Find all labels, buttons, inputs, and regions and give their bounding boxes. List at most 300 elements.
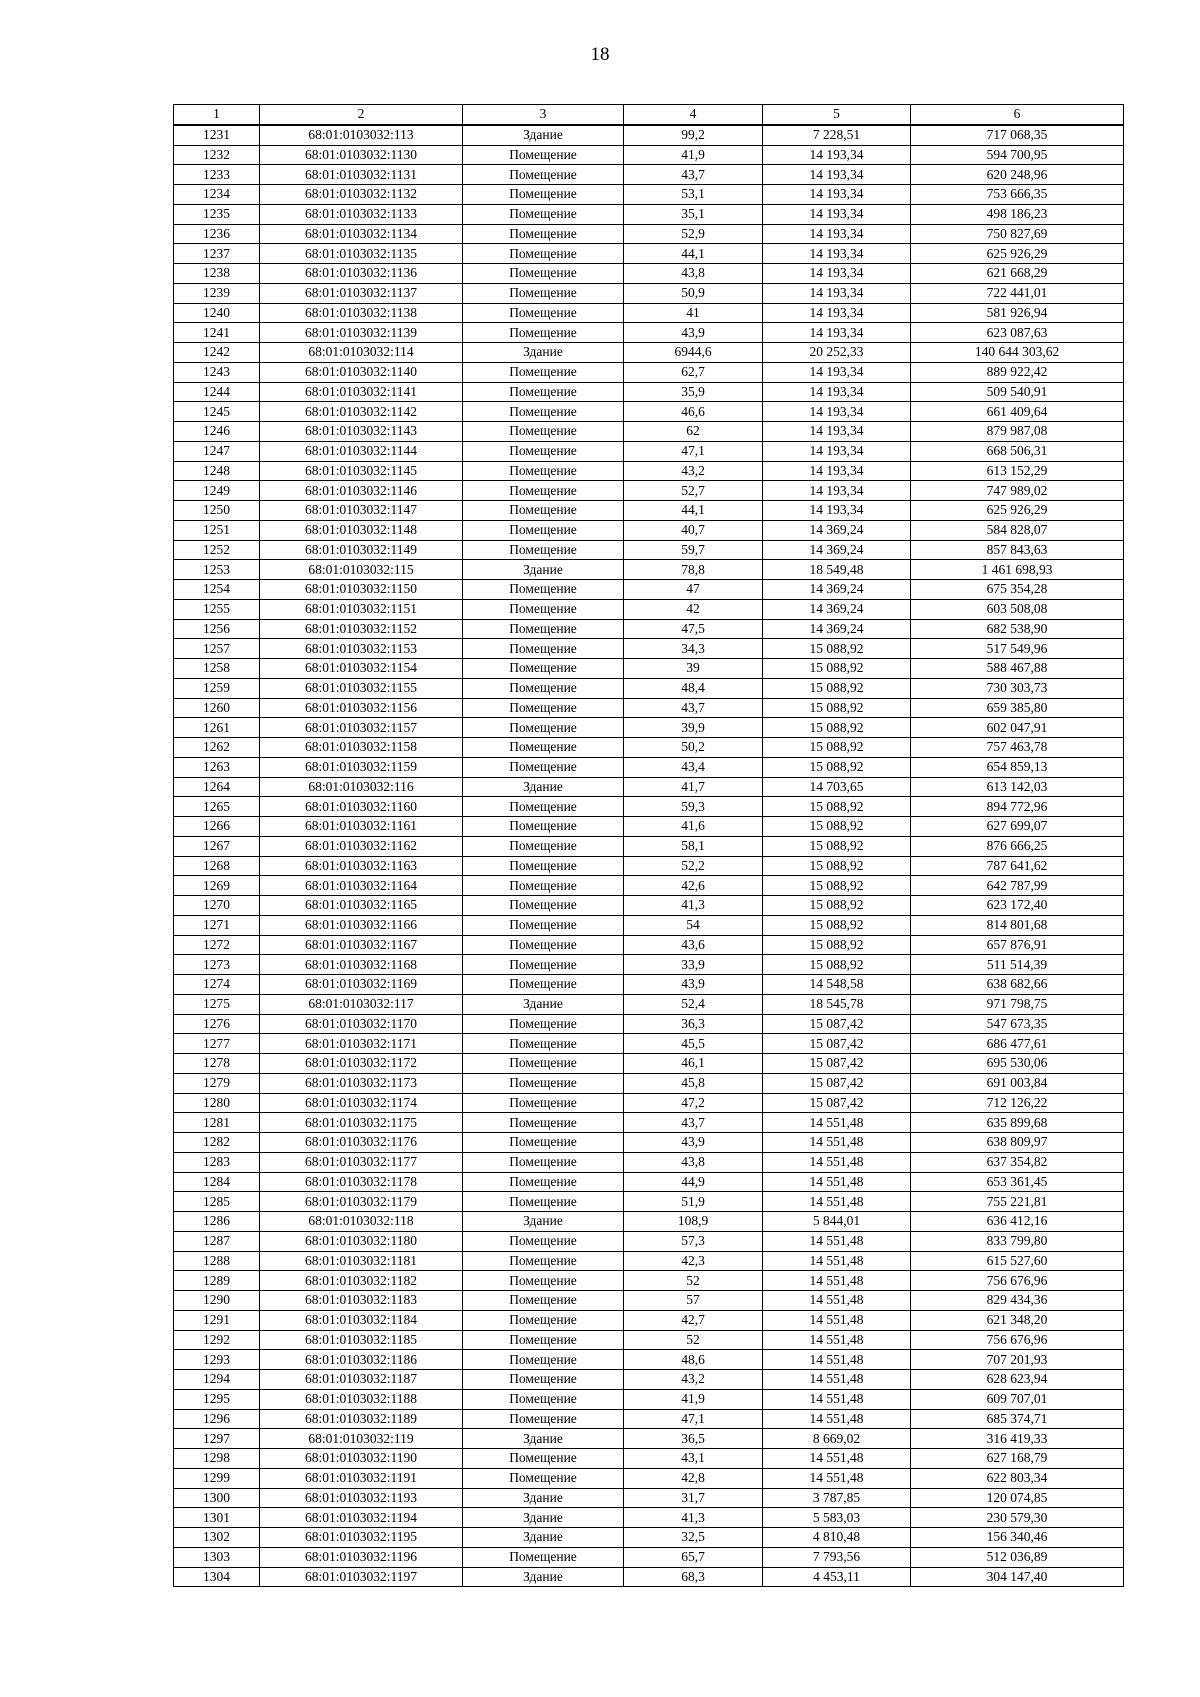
- table-cell: Помещение: [463, 1231, 624, 1251]
- table-row: [174, 1528, 1124, 1548]
- table-cell: 52: [624, 1330, 763, 1350]
- table-cell: 68:01:0103032:1162: [260, 836, 463, 856]
- table-cell: 50,9: [624, 283, 763, 303]
- table-cell: 1277: [174, 1034, 260, 1054]
- table-cell: 15 088,92: [763, 757, 911, 777]
- table-cell: 1296: [174, 1409, 260, 1429]
- data-table: [173, 104, 1124, 1587]
- table-cell: 68:01:0103032:1174: [260, 1093, 463, 1113]
- table-cell: 627 168,79: [911, 1449, 1124, 1469]
- table-cell: 1281: [174, 1113, 260, 1133]
- table-cell: 623 087,63: [911, 323, 1124, 343]
- table-cell: 1282: [174, 1133, 260, 1153]
- table-cell: 14 551,48: [763, 1350, 911, 1370]
- table-cell: 14 369,24: [763, 520, 911, 540]
- table-cell: 1242: [174, 343, 260, 363]
- table-cell: Помещение: [463, 817, 624, 837]
- table-cell: 33,9: [624, 955, 763, 975]
- table-row: [174, 1113, 1124, 1133]
- table-cell: 68:01:0103032:1132: [260, 185, 463, 205]
- table-cell: 1231: [174, 125, 260, 145]
- table-cell: 15 088,92: [763, 876, 911, 896]
- table-cell: 68:01:0103032:1142: [260, 402, 463, 422]
- table-cell: Помещение: [463, 224, 624, 244]
- table-cell: 621 668,29: [911, 264, 1124, 284]
- table-cell: 627 699,07: [911, 817, 1124, 837]
- table-cell: 68:01:0103032:1141: [260, 382, 463, 402]
- table-cell: Помещение: [463, 1133, 624, 1153]
- table-cell: 757 463,78: [911, 738, 1124, 758]
- table-row: [174, 698, 1124, 718]
- table-cell: 6944,6: [624, 343, 763, 363]
- table-cell: 14 551,48: [763, 1192, 911, 1212]
- table-cell: 620 248,96: [911, 165, 1124, 185]
- table-cell: Помещение: [463, 520, 624, 540]
- table-cell: Помещение: [463, 797, 624, 817]
- table-cell: 613 142,03: [911, 777, 1124, 797]
- table-row: [174, 876, 1124, 896]
- table-cell: 1287: [174, 1231, 260, 1251]
- table-cell: 1260: [174, 698, 260, 718]
- column-header: 2: [260, 105, 463, 125]
- table-cell: 39: [624, 659, 763, 679]
- table-cell: 68:01:0103032:1138: [260, 303, 463, 323]
- table-cell: 1276: [174, 1014, 260, 1034]
- header-row: [174, 105, 1124, 125]
- table-row: [174, 343, 1124, 363]
- table-cell: 14 193,34: [763, 402, 911, 422]
- table-cell: Помещение: [463, 1310, 624, 1330]
- table-cell: 14 369,24: [763, 540, 911, 560]
- table-cell: 14 551,48: [763, 1271, 911, 1291]
- table-cell: 1286: [174, 1212, 260, 1232]
- table-cell: 15 087,42: [763, 1014, 911, 1034]
- table-cell: 14 193,34: [763, 461, 911, 481]
- table-cell: 68:01:0103032:1164: [260, 876, 463, 896]
- table-cell: 509 540,91: [911, 382, 1124, 402]
- table-cell: 712 126,22: [911, 1093, 1124, 1113]
- table-cell: 58,1: [624, 836, 763, 856]
- table-cell: 68:01:0103032:1154: [260, 659, 463, 679]
- table-cell: 1268: [174, 856, 260, 876]
- table-cell: 1292: [174, 1330, 260, 1350]
- table-cell: Помещение: [463, 659, 624, 679]
- table-cell: 68:01:0103032:1188: [260, 1389, 463, 1409]
- table-cell: 47: [624, 580, 763, 600]
- column-header: 3: [463, 105, 624, 125]
- table-cell: Помещение: [463, 204, 624, 224]
- table-cell: 707 201,93: [911, 1350, 1124, 1370]
- table-cell: 5 583,03: [763, 1508, 911, 1528]
- table-cell: 1278: [174, 1054, 260, 1074]
- table-row: [174, 1350, 1124, 1370]
- table-cell: 14 193,34: [763, 441, 911, 461]
- table-row: [174, 777, 1124, 797]
- table-row: [174, 560, 1124, 580]
- table-cell: 68:01:0103032:1166: [260, 915, 463, 935]
- table-cell: 602 047,91: [911, 718, 1124, 738]
- table-cell: 68:01:0103032:1130: [260, 145, 463, 165]
- table-row: [174, 501, 1124, 521]
- table-row: [174, 619, 1124, 639]
- table-cell: 45,8: [624, 1073, 763, 1093]
- table-cell: 1234: [174, 185, 260, 205]
- table-cell: 1298: [174, 1449, 260, 1469]
- table-cell: 1269: [174, 876, 260, 896]
- table-row: [174, 362, 1124, 382]
- table-cell: Помещение: [463, 876, 624, 896]
- table-cell: 15 088,92: [763, 738, 911, 758]
- table-row: [174, 204, 1124, 224]
- table-row: [174, 1330, 1124, 1350]
- table-cell: 68:01:0103032:1133: [260, 204, 463, 224]
- table-row: [174, 441, 1124, 461]
- table-cell: Помещение: [463, 1350, 624, 1370]
- table-cell: 14 193,34: [763, 264, 911, 284]
- table-cell: 68:01:0103032:1180: [260, 1231, 463, 1251]
- table-cell: 68:01:0103032:1177: [260, 1152, 463, 1172]
- table-cell: 68:01:0103032:1152: [260, 619, 463, 639]
- table-cell: 43,4: [624, 757, 763, 777]
- table-cell: 717 068,35: [911, 125, 1124, 145]
- table-cell: 31,7: [624, 1488, 763, 1508]
- table-row: [174, 520, 1124, 540]
- table-cell: 1272: [174, 935, 260, 955]
- table-cell: 1245: [174, 402, 260, 422]
- table-cell: 68:01:0103032:115: [260, 560, 463, 580]
- table-cell: 588 467,88: [911, 659, 1124, 679]
- table-row: [174, 1093, 1124, 1113]
- table-cell: 68:01:0103032:1185: [260, 1330, 463, 1350]
- table-cell: 68:01:0103032:1145: [260, 461, 463, 481]
- table-row: [174, 718, 1124, 738]
- table-cell: 1235: [174, 204, 260, 224]
- table-cell: 42,3: [624, 1251, 763, 1271]
- table-row: [174, 1231, 1124, 1251]
- table-cell: 68:01:0103032:1171: [260, 1034, 463, 1054]
- table-cell: 14 193,34: [763, 362, 911, 382]
- table-cell: 68:01:0103032:1134: [260, 224, 463, 244]
- table-cell: 68:01:0103032:1167: [260, 935, 463, 955]
- table-cell: 14 193,34: [763, 185, 911, 205]
- table-cell: Здание: [463, 1488, 624, 1508]
- table-cell: 14 548,58: [763, 975, 911, 995]
- table-cell: 621 348,20: [911, 1310, 1124, 1330]
- table-row: [174, 836, 1124, 856]
- table-cell: 48,4: [624, 678, 763, 698]
- table-cell: 14 703,65: [763, 777, 911, 797]
- table-cell: 653 361,45: [911, 1172, 1124, 1192]
- table-cell: 14 551,48: [763, 1389, 911, 1409]
- table-cell: 42: [624, 599, 763, 619]
- table-cell: 668 506,31: [911, 441, 1124, 461]
- table-cell: 615 527,60: [911, 1251, 1124, 1271]
- table-cell: 623 172,40: [911, 896, 1124, 916]
- table-cell: Здание: [463, 1508, 624, 1528]
- table-cell: 15 088,92: [763, 718, 911, 738]
- table-cell: 14 551,48: [763, 1449, 911, 1469]
- table-cell: 68:01:0103032:1140: [260, 362, 463, 382]
- table-cell: 68:01:0103032:1156: [260, 698, 463, 718]
- table-row: [174, 1547, 1124, 1567]
- table-cell: 814 801,68: [911, 915, 1124, 935]
- table-cell: 68:01:0103032:1168: [260, 955, 463, 975]
- table-body: [174, 125, 1124, 1587]
- table-cell: Здание: [463, 1567, 624, 1587]
- table-cell: Помещение: [463, 856, 624, 876]
- table-cell: 140 644 303,62: [911, 343, 1124, 363]
- table-cell: 52: [624, 1271, 763, 1291]
- table-cell: 635 899,68: [911, 1113, 1124, 1133]
- table-cell: 68:01:0103032:1143: [260, 422, 463, 442]
- table-cell: Помещение: [463, 935, 624, 955]
- table-row: [174, 757, 1124, 777]
- table-cell: 15 088,92: [763, 856, 911, 876]
- table-cell: 14 369,24: [763, 599, 911, 619]
- table-cell: Здание: [463, 1429, 624, 1449]
- table-cell: 156 340,46: [911, 1528, 1124, 1548]
- table-cell: 44,1: [624, 244, 763, 264]
- table-cell: 756 676,96: [911, 1330, 1124, 1350]
- table-cell: 14 551,48: [763, 1152, 911, 1172]
- table-cell: Помещение: [463, 955, 624, 975]
- table-cell: Помещение: [463, 599, 624, 619]
- table-cell: 68:01:0103032:1176: [260, 1133, 463, 1153]
- table-cell: 68:01:0103032:1139: [260, 323, 463, 343]
- table-cell: 14 193,34: [763, 145, 911, 165]
- table-cell: 45,5: [624, 1034, 763, 1054]
- table-cell: 747 989,02: [911, 481, 1124, 501]
- table-cell: 603 508,08: [911, 599, 1124, 619]
- table-cell: 4 453,11: [763, 1567, 911, 1587]
- table-cell: 43,9: [624, 323, 763, 343]
- table-cell: 14 193,34: [763, 323, 911, 343]
- table-cell: 68:01:0103032:1144: [260, 441, 463, 461]
- table-cell: Помещение: [463, 244, 624, 264]
- column-header: 6: [911, 105, 1124, 125]
- table-cell: Помещение: [463, 382, 624, 402]
- table-cell: 68:01:0103032:1150: [260, 580, 463, 600]
- table-cell: 39,9: [624, 718, 763, 738]
- table-cell: 68:01:0103032:114: [260, 343, 463, 363]
- table-cell: 581 926,94: [911, 303, 1124, 323]
- table-cell: 1290: [174, 1291, 260, 1311]
- table-cell: 41,3: [624, 1508, 763, 1528]
- table-row: [174, 955, 1124, 975]
- table-cell: 68:01:0103032:1149: [260, 540, 463, 560]
- table-cell: 54: [624, 915, 763, 935]
- table-cell: 43,9: [624, 975, 763, 995]
- table-cell: Помещение: [463, 678, 624, 698]
- table-row: [174, 659, 1124, 679]
- table-cell: 1232: [174, 145, 260, 165]
- table-cell: 62,7: [624, 362, 763, 382]
- table-cell: 1267: [174, 836, 260, 856]
- table-cell: 14 193,34: [763, 165, 911, 185]
- table-cell: 14 193,34: [763, 204, 911, 224]
- table-cell: 41,9: [624, 145, 763, 165]
- table-cell: 971 798,75: [911, 994, 1124, 1014]
- table-cell: 68:01:0103032:1183: [260, 1291, 463, 1311]
- table-row: [174, 165, 1124, 185]
- table-row: [174, 1014, 1124, 1034]
- table-cell: Помещение: [463, 1014, 624, 1034]
- table-cell: 1254: [174, 580, 260, 600]
- table-cell: 1275: [174, 994, 260, 1014]
- table-cell: 833 799,80: [911, 1231, 1124, 1251]
- table-cell: 1239: [174, 283, 260, 303]
- table-cell: 20 252,33: [763, 343, 911, 363]
- table-cell: 686 477,61: [911, 1034, 1124, 1054]
- table-cell: 68,3: [624, 1567, 763, 1587]
- table-cell: 1257: [174, 639, 260, 659]
- table-cell: 876 666,25: [911, 836, 1124, 856]
- table-cell: Здание: [463, 994, 624, 1014]
- table-cell: 65,7: [624, 1547, 763, 1567]
- table-cell: 613 152,29: [911, 461, 1124, 481]
- table-cell: 41,7: [624, 777, 763, 797]
- table-cell: 498 186,23: [911, 204, 1124, 224]
- table-cell: 1246: [174, 422, 260, 442]
- table-cell: 68:01:0103032:1179: [260, 1192, 463, 1212]
- table-cell: 14 551,48: [763, 1172, 911, 1192]
- table-cell: 43,9: [624, 1133, 763, 1153]
- table-cell: 52,2: [624, 856, 763, 876]
- table-cell: Помещение: [463, 145, 624, 165]
- table-cell: 638 809,97: [911, 1133, 1124, 1153]
- table-cell: 68:01:0103032:1159: [260, 757, 463, 777]
- table-cell: 68:01:0103032:1131: [260, 165, 463, 185]
- table-cell: 68:01:0103032:1181: [260, 1251, 463, 1271]
- table-row: [174, 1508, 1124, 1528]
- table-cell: 1293: [174, 1350, 260, 1370]
- table-cell: 50,2: [624, 738, 763, 758]
- table-cell: 1250: [174, 501, 260, 521]
- table-cell: 316 419,33: [911, 1429, 1124, 1449]
- table-cell: 14 193,34: [763, 382, 911, 402]
- table-cell: 68:01:0103032:1196: [260, 1547, 463, 1567]
- table-cell: 14 551,48: [763, 1231, 911, 1251]
- table-cell: 1301: [174, 1508, 260, 1528]
- table-cell: 52,7: [624, 481, 763, 501]
- table-cell: 43,7: [624, 165, 763, 185]
- table-cell: 1284: [174, 1172, 260, 1192]
- table-cell: Помещение: [463, 1370, 624, 1390]
- table-cell: 730 303,73: [911, 678, 1124, 698]
- table-cell: Помещение: [463, 264, 624, 284]
- table-cell: Помещение: [463, 303, 624, 323]
- table-cell: 36,5: [624, 1429, 763, 1449]
- table-cell: 638 682,66: [911, 975, 1124, 995]
- table-cell: 1249: [174, 481, 260, 501]
- table-cell: 68:01:0103032:117: [260, 994, 463, 1014]
- table-cell: 44,1: [624, 501, 763, 521]
- table-cell: 57,3: [624, 1231, 763, 1251]
- table-row: [174, 639, 1124, 659]
- table-cell: Помещение: [463, 402, 624, 422]
- table-cell: 46,6: [624, 402, 763, 422]
- table-row: [174, 599, 1124, 619]
- table-cell: 628 623,94: [911, 1370, 1124, 1390]
- table-row: [174, 323, 1124, 343]
- table-cell: 1236: [174, 224, 260, 244]
- table-cell: 68:01:0103032:1136: [260, 264, 463, 284]
- table-cell: 695 530,06: [911, 1054, 1124, 1074]
- table-cell: 68:01:0103032:1161: [260, 817, 463, 837]
- table-cell: 68:01:0103032:1170: [260, 1014, 463, 1034]
- table-cell: 637 354,82: [911, 1152, 1124, 1172]
- table-cell: 15 088,92: [763, 639, 911, 659]
- table-cell: Здание: [463, 343, 624, 363]
- table-cell: 1256: [174, 619, 260, 639]
- table-row: [174, 145, 1124, 165]
- table-cell: 47,1: [624, 1409, 763, 1429]
- table-row: [174, 1488, 1124, 1508]
- table-cell: 750 827,69: [911, 224, 1124, 244]
- table-cell: 14 193,34: [763, 303, 911, 323]
- table-cell: 14 551,48: [763, 1310, 911, 1330]
- table-row: [174, 580, 1124, 600]
- table-cell: 1274: [174, 975, 260, 995]
- table-cell: Помещение: [463, 1547, 624, 1567]
- table-cell: 1270: [174, 896, 260, 916]
- table-row: [174, 382, 1124, 402]
- table-cell: Помещение: [463, 1192, 624, 1212]
- table-cell: Помещение: [463, 975, 624, 995]
- table-cell: 68:01:0103032:1158: [260, 738, 463, 758]
- table-cell: 15 088,92: [763, 935, 911, 955]
- table-row: [174, 264, 1124, 284]
- table-cell: 1261: [174, 718, 260, 738]
- table-cell: Помещение: [463, 461, 624, 481]
- table-cell: 15 087,42: [763, 1093, 911, 1113]
- table-cell: 68:01:0103032:1151: [260, 599, 463, 619]
- table-row: [174, 283, 1124, 303]
- column-header: 1: [174, 105, 260, 125]
- table-cell: 68:01:0103032:1169: [260, 975, 463, 995]
- table-row: [174, 481, 1124, 501]
- table-cell: Помещение: [463, 1468, 624, 1488]
- table-cell: 1247: [174, 441, 260, 461]
- table-row: [174, 125, 1124, 145]
- table-cell: 14 369,24: [763, 580, 911, 600]
- table-cell: 1279: [174, 1073, 260, 1093]
- table-cell: 682 538,90: [911, 619, 1124, 639]
- table-cell: 43,6: [624, 935, 763, 955]
- table-cell: 59,3: [624, 797, 763, 817]
- table-cell: 14 193,34: [763, 244, 911, 264]
- table-cell: 755 221,81: [911, 1192, 1124, 1212]
- table-cell: 1248: [174, 461, 260, 481]
- table-cell: Помещение: [463, 1291, 624, 1311]
- table-cell: 15 088,92: [763, 896, 911, 916]
- table-row: [174, 1133, 1124, 1153]
- table-cell: 15 088,92: [763, 836, 911, 856]
- table-cell: 41,9: [624, 1389, 763, 1409]
- table-row: [174, 1310, 1124, 1330]
- table-row: [174, 975, 1124, 995]
- table-cell: 68:01:0103032:1172: [260, 1054, 463, 1074]
- table-row: [174, 422, 1124, 442]
- table-cell: 1233: [174, 165, 260, 185]
- table-cell: 15 088,92: [763, 698, 911, 718]
- table-cell: 48,6: [624, 1350, 763, 1370]
- table-cell: Помещение: [463, 362, 624, 382]
- table-cell: 857 843,63: [911, 540, 1124, 560]
- table-cell: 43,7: [624, 698, 763, 718]
- table-row: [174, 1429, 1124, 1449]
- table-cell: 654 859,13: [911, 757, 1124, 777]
